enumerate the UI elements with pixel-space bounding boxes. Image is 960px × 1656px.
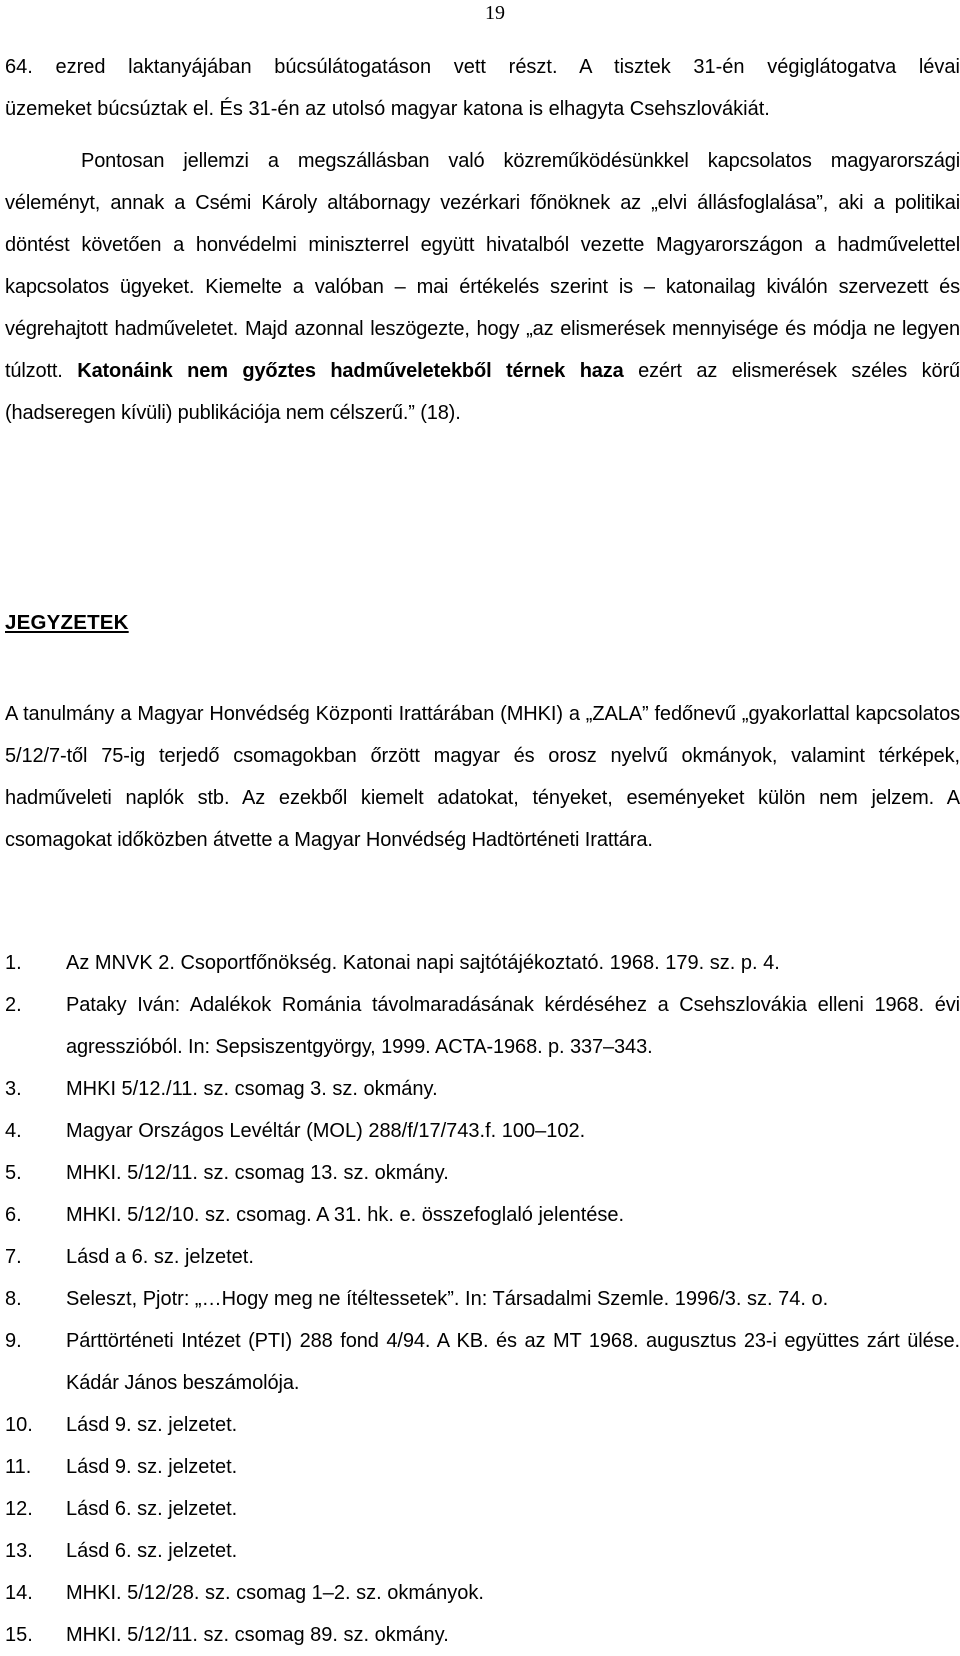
- note-text: Lásd 6. sz. jelzetet.: [66, 1540, 238, 1562]
- main-paragraph-bold: Katonáink nem győztes hadműveletekből térnek haza: [77, 360, 624, 382]
- note-item: [5, 1614, 960, 1656]
- notes-heading: JEGYZETEK: [5, 611, 129, 634]
- note-number: 8.: [5, 1288, 22, 1310]
- note-item: [5, 1446, 960, 1488]
- note-text: MHKI. 5/12/28. sz. csomag 1–2. sz. okmányok.: [66, 1582, 484, 1604]
- note-number: 14.: [5, 1582, 33, 1604]
- note-item: [5, 984, 960, 1068]
- note-item: [5, 1572, 960, 1614]
- note-number: 5.: [5, 1162, 22, 1184]
- notes-intro: A tanulmány a Magyar Honvédség Központi Irattárában (MHKI) a „ZALA” fedőnevű „gyakorlattal kapcsolatos 5/12/7-től 75-ig terjedő csomagokban őrzött magyar és orosz nyelvű okmányok, valamint térképek, hadműveleti naplók stb. Az ezekből kiemelt adatokat, tényeket, eseményeket külön nem jelzem. A csomagokat időközben átvette a Magyar Honvédség Hadtörténeti Irattára.: [5, 703, 960, 851]
- main-paragraph-end: ezért az elismerések széles körű (hadseregen kívüli) publikációja nem célszerű.” (18).: [5, 360, 960, 424]
- note-text: Lásd a 6. sz. jelzetet.: [66, 1246, 254, 1268]
- intro-line-1: 64. ezred laktanyájában búcsúlátogatáson vett részt. A tisztek 31-én végiglátogatva lévai: [5, 56, 960, 78]
- note-item: [5, 942, 960, 984]
- note-text: MHKI. 5/12/10. sz. csomag. A 31. hk. e. összefoglaló jelentése.: [66, 1204, 625, 1226]
- note-number: 7.: [5, 1246, 22, 1268]
- note-number: 11.: [5, 1456, 32, 1478]
- note-item: [5, 1194, 960, 1236]
- note-item: [5, 1236, 960, 1278]
- note-text: Seleszt, Pjotr: „…Hogy meg ne ítéltessetek”. In: Társadalmi Szemle. 1996/3. sz. 74. o.: [66, 1288, 829, 1310]
- note-number: 4.: [5, 1120, 22, 1142]
- note-item: [5, 1320, 960, 1404]
- note-text: Lásd 6. sz. jelzetet.: [66, 1498, 238, 1520]
- note-text: MHKI 5/12./11. sz. csomag 3. sz. okmány.: [66, 1078, 438, 1100]
- main-paragraph: [5, 140, 960, 434]
- note-number: 2.: [5, 994, 22, 1016]
- note-item: [5, 1488, 960, 1530]
- note-text: MHKI. 5/12/11. sz. csomag 89. sz. okmány.: [66, 1624, 449, 1646]
- note-item: [5, 1068, 960, 1110]
- note-text: Magyar Országos Levéltár (MOL) 288/f/17/743.f. 100–102.: [66, 1120, 586, 1142]
- note-item: [5, 1278, 960, 1320]
- note-number: 13.: [5, 1540, 33, 1562]
- note-text: Az MNVK 2. Csoportfőnökség. Katonai napi sajtótájékoztató. 1968. 179. sz. p. 4.: [66, 952, 780, 974]
- note-text: Párttörténeti Intézet (PTI) 288 fond 4/94. A KB. és az MT 1968. augusztus 23-i együttes zárt ülése. Kádár János beszámolója.: [66, 1330, 960, 1394]
- notes-list: [5, 942, 960, 1656]
- note-number: 12.: [5, 1498, 33, 1520]
- page-number: 19: [485, 2, 505, 24]
- intro-paragraph: [5, 46, 960, 130]
- note-number: 10.: [5, 1414, 33, 1436]
- note-item: [5, 1530, 960, 1572]
- note-number: 15.: [5, 1624, 33, 1646]
- note-text: Pataky Iván: Adalékok Románia távolmaradásának kérdéséhez a Csehszlovákia elleni 1968. évi agresszióból. In: Sepsiszentgyörgy, 1999. ACTA-1968. p. 337–343.: [66, 994, 960, 1058]
- main-paragraph-text: Pontosan jellemzi a megszállásban való közreműködésünkkel kapcsolatos magyarországi véleményt, annak a Csémi Károly altábornagy vezérkari főnöknek az „elvi állásfoglalása”, aki a politikai döntést követően a honvédelmi miniszterrel együtt hivatalból vezette Magyarországon a hadművelettel kapcsolatos ügyeket. Kiemelte a valóban – mai értékelés szerint is – katonailag kiválón szervezett és végrehajtott hadműveletet. Majd azonnal leszögezte, hogy „az elismerések mennyisége és módja ne legyen túlzott.: [5, 150, 960, 382]
- note-number: 9.: [5, 1330, 22, 1352]
- note-number: 6.: [5, 1204, 22, 1226]
- note-item: [5, 1404, 960, 1446]
- intro-line-2: üzemeket búcsúztak el. És 31-én az utolsó magyar katona is elhagyta Csehszlovákiát.: [5, 98, 770, 120]
- note-item: [5, 1152, 960, 1194]
- note-text: Lásd 9. sz. jelzetet.: [66, 1414, 238, 1436]
- note-item: [5, 1110, 960, 1152]
- note-number: 3.: [5, 1078, 22, 1100]
- note-text: MHKI. 5/12/11. sz. csomag 13. sz. okmány.: [66, 1162, 449, 1184]
- note-number: 1.: [5, 952, 22, 974]
- note-text: Lásd 9. sz. jelzetet.: [66, 1456, 238, 1478]
